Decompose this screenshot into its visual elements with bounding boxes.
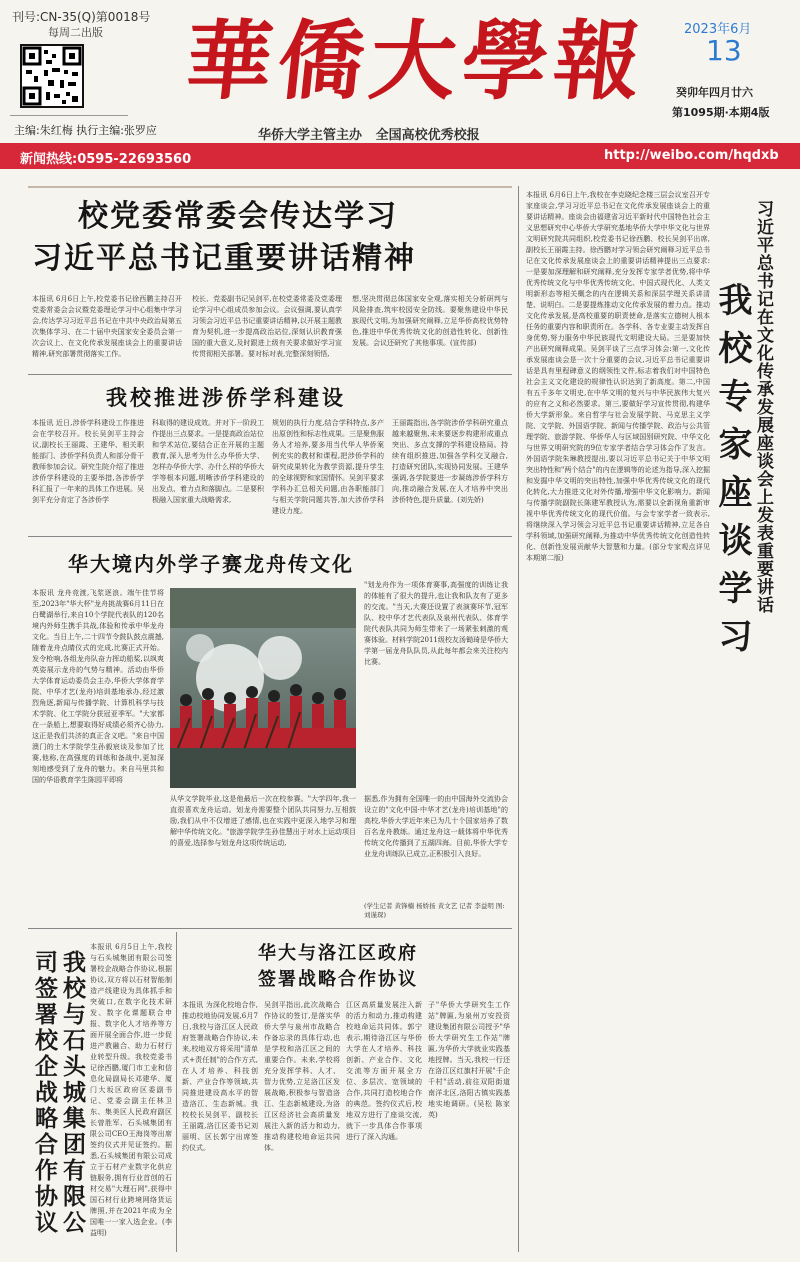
article-1-col-2: 校长、党委副书记吴剑平,在校党委常委及党委理论学习中心组成员参加会议。会议强调,要认真学习领会习近平总书记重要讲话精神,以开展主题教育为契机,进一步提高政治站位,深刻认识教育强国的重大意义,及时跟进上级有关要求做好学习宣传贯彻相关部署。要对标对表,完整深刻领悟, [192,295,342,358]
weibo-link[interactable]: http://weibo.com/hqdxb [604,148,779,163]
edition-note: 每周二出版 [48,26,103,39]
article-5-title: 我校与石头城集团有限公司签署校企战略合作协议 [31,950,85,1236]
news-hotline: 新闻热线:0595-22693560 [20,152,192,167]
dragon-boat-photo [170,588,356,788]
article-1-title-line-1: 校党委常委会传达学习 [78,199,398,234]
top-rule [28,186,512,188]
article-1-title-line-2: 习近平总书记重要讲话精神 [32,241,416,276]
article-culture-symposium [524,188,790,1254]
article-6-title-line-2: 签署战略合作协议 [258,969,418,990]
issue-date: 2023年6月 [684,22,752,37]
article-2-title: 我校推进涉侨学科建设 [106,386,346,410]
article-4-title-line-2: 我校专家座谈学习 [712,282,752,666]
article-4-text: 本报讯 6月6日上午,我校在李克晓纪念楼三层会议室召开专家座谈会,学习习近平总书记在文化传承发展座谈会上的重要讲话精神。座谈会由福建省习近平新时代中国特色社会主义思想研究中心华侨大学研究基地华侨大学中华文化与世界文明研究院共同组织,校党委书记徐西鹏、校长吴剑平出席,副校长王丽霞主持。徐西鹏对学习领会研究阐释习近平总书记在文化传承发展座谈会上的重要讲话精神提出三点要求:一是要加深理解和研究阐释,充分发挥专家学者优势,将中华优秀传统文化与中华优秀传统文化、中国式现代化、人类文明新形态等相关概念的内在逻辑关系和深层学理关系讲清楚、说明白。二是要提炼推动文化传承发展的着力点。推动文化传承发展,是高校重要的职责使命,是落实立德树人根本任务的重要内容和职责所在。各学科、各专业要主动发挥自身优势,努力服务中华民族现代文明建设大局。三是要加快产出研究阐释成果。吴剑平谈了三点学习体会:第一,文化传承发展座谈会是一次十分重要的会议,习近平总书记重要讲话是具有里程碑意义的纲领性文件,标志着我们对中国特色社会主义文化建设的规律性认识达到了新高度。第二,中国有五千多年文明史,在中华文明的复兴与中华民族伟大复兴的应有之义和必然要求。第三,要做好学习宣传贯彻,构建华侨大学新形象。来自哲学与社会发展学院、马克思主义学院、文学院、外国语学院、新闻与传播学院、政治与公共管理学院、旅游学院、华侨华人与区域国别研究院、中华文化与世界文明研究院的9位专家学者结合学习体会作了发言。外国语学院朱琳教授提出,要以习近平总书记关于中华文明突出特性和"两个结合"的内在逻辑等的论述为指导,深入挖掘和发掘中华文明的突出特性,加强中华优秀传统文化的现代化转化,大力推进文化对外传播,增强中华文化影响力。新闻与传播学院副院长陈建军教授认为,需要以全新视角重新审视中华优秀传统文化的现代价值。与会专家学者一致表示,将继续深入学习领会习近平总书记重要讲话精神,立足各自学科领域,加强研究阐释,为推动中华优秀传统文化创造性转化、创新性发展贡献华大智慧和力量。(部分专家观点详见本期第二版) [526,191,710,562]
masthead-divider [10,115,128,116]
issue-day: 13 [706,34,742,67]
article-1-col-3: 想,坚决贯彻总体国家安全观,落实相关分析研判与风险排查,筑牢校园安全防线。要聚焦建设中华民族现代文明,为加强研究阐释,立足华侨高校优势特色,推进中华优秀传统文化的创造性转化、创新性发展。会议还研究了其他事项。(宣传部) [352,295,508,347]
hotline-bar [0,143,800,169]
sponsor-line: 华侨大学主管主办 全国高校优秀校报 [258,128,480,143]
article-dragon-boat [28,538,512,924]
article-2-col-4: 王丽霞指出,各学院涉侨学科研究重点越来越聚焦,未来要逐步构建形成重点突出、多点支撑的学科建设格局。持续有组织推进,加强各学科交叉融合,打造研究团队,实现协同发展。王建华强调,各学院要进一步凝练涉侨学科方向,推动融合发展,在人才培养中突出涉侨特色,提升质量。(刘先娇) [392,419,508,504]
article-6-col-3: 江区高质量发展注入新的活力和动力,推动构建校地命运共同体。郭宁表示,期待洛江区与华侨大学在人才培养、科技创新、产业合作、文化交流等方面开展全方位、多层次、宽领域的合作,共同打造校地合作的典范。签约仪式后,校地双方进行了座谈交流,就下一步具体合作事项进行了深入沟通。 [346,1001,422,1141]
divider-3 [28,928,512,929]
article-2-col-1: 本报讯 近日,涉侨学科建设工作推进会在学校召开。校长吴剑平主持会议,副校长王丽霞、王建华、相关职能部门、涉侨学科负责人和部分骨干教师参加会议。研究生院介绍了推进涉侨学科建设的主要举措,各涉侨学科汇报了一年来的具体工作进展。吴剑平充分肯定了各涉侨学 [32,419,144,504]
lunar-date: 癸卯年四月廿六 [676,86,753,99]
article-3-col-1: 本报讯 龙舟竞渡,飞浆逐浪。端午佳节将至,2023年"华大杯"龙舟挑战赛6月11日在白鹭湖举行,来自10个学院代表队的120名境内外师生携手共战,体验和传承中华龙舟文化。当日上午,二十四节令鼓队鼓点震撼,随着龙舟点睛仪式的完成,比赛正式开始。发令枪响,各组龙舟队奋力挥动船桨,以飒爽英姿展示龙舟的气势与精神。活动由华侨大学体育运动委员会主办,华侨大学体育学院、中华才艺(龙舟)培训基地承办,经过激烈角逐,新闻与传播学院、计算机科学与技术学院、化工学院分获冠亚季军。"大家都在一条船上,想要取得好成绩必须齐心协力,这正是我们共济的真正含义吧。"来自中国澳门的土木学院学生孙毅宸谈及参加了比赛,他称,在高强度的训练和备战中,更加深刻地感受到了龙舟的魅力。来自马里共和国的华语教育学生陈园平即将 [32,589,164,784]
article-6-col-1: 本报讯 为深化校地合作,推动校地协同发展,6月7日,我校与洛江区人民政府签署战略合作协议,未来,校地双方将采用"清单式+责任制"的合作方式,在人才培养、科技创新、产业合作等领域,共同推进建设高水平的智造洛江、生态新城。我校校长吴剑平、副校长王丽霞,洛江区委书记刘丽明、区长郭宁出席签约仪式。 [182,1001,258,1152]
divider-2 [28,536,512,537]
article-party-committee [28,190,512,370]
article-stone-city [28,930,172,1254]
article-5-text: 本报讯 6月5日上午,我校与石头城集团有限公司签署校企战略合作协议,根据协议,双方将以石材智能制造产线建设为具体抓手和突破口,在数字化技术研发、数字化课题联合申报、数字化人才培养等方面开展全面合作,进一步促进产教融合、助力石材行业转型升级。我校党委书记徐西鹏,厦门市工业和信息化局副局长邓建华、厦门大坂区政府区委副书记、党委会副主任林卫东、集美区人民政府副区长曾胜军、石头城集团有限公司CEO王海岗等出席签约仪式并见证签约。据悉,石头城集团有限公司成立于石材产业数字化供应链服务,拥有行业首创的石材交易"大理石网",获得中国石材行业跨境网络货运牌照,并在2021年成为全国唯一一家入选企业。(李益明) [90,943,172,1237]
right-column-divider [518,186,519,1252]
article-3-col-3: "划龙舟作为一项体育赛事,高强度的训练让我的体能有了很大的提升,也让我和队友有了更多的交流。"当天,大赛还设置了表演赛环节,冠军队、校中华才艺代表队及泉州代表队、体育学院代表队共同为师生带来了一场紧张刺激的观赛体验。材料学院2011级校友汤锄琦是华侨大学第一届龙舟队队员,从此每年都会来关注校内比赛。 [364,581,508,666]
article-6-col-2: 吴剑平指出,此次战略合作协议的签订,是落实华侨大学与泉州市战略合作备忘录的具体行动,也是学校和洛江区之间的重要合作。未来,学校将充分发挥学科、人才、智力优势,立足洛江区发展战略,积极参与智造洛江、生态新城建设,为洛江区经济社会高质量发展注入新的活力和动力,推动构建校地命运共同体。 [264,1001,340,1152]
article-6-title-line-1: 华大与洛江区政府 [258,943,418,964]
masthead [0,0,800,172]
divider-4 [176,932,177,1252]
editor-line: 主编:朱红梅 执行主编:张罗应 [14,124,157,137]
qr-code [20,44,84,108]
article-4-title-line-1: 习近平总书记在文化传承发展座谈会上发表重要讲话 [753,200,773,614]
article-overseas-discipline [28,376,512,534]
divider-1 [28,374,512,375]
article-1-col-1: 本报讯 6月6日上午,校党委书记徐西鹏主持召开党委常委会会议暨党委理论学习中心组集中学习会,传达学习习近平总书记在中共中央政治局第五次集体学习、在二十届中央国家安全委员会第一次会议上、在文化传承发展座谈会上的重要讲话精神,研究部署贯彻落实工作。 [32,295,182,358]
article-2-col-2: 科取得的建设成效。并对下一阶段工作提出三点要求。一是提高政治站位和学术站位,要结合正在开展的主题教育,深入思考为什么办华侨大学、怎样办华侨大学、办什么样的华侨大学等根本问题,明晰涉侨学科建设的出发点、着力点和落脚点。二是要积极融入国家重大战略需求, [152,419,264,504]
publication-number: 刊号:CN-35(Q)第0018号 [12,10,151,24]
article-4-text-continued [526,774,788,1250]
article-luojiang [180,930,514,1254]
article-6-col-4: 子"华侨大学研究生工作站"牌匾,为泉州万安投资建设集团有限公司授予"华侨大学研究生工作站"牌匾,为华侨大学就业实践基地授牌。当天,我校一行还在洛江区红旗村开展"千企千村"活动,前往双阳街道南洋北区,洛阳古镇实践基地实地调研。(吴松 陈家英) [428,1001,510,1119]
article-3-col-4: 据悉,作为拥有全国唯一的由中国海外交流协会设立的"文化中国·中华才艺(龙舟)培训基地"的高校,华侨大学近年来已为几十个国家培养了数百名龙舟教练。通过龙舟这一载体将中华优秀传统文化传播到了五湖四海。目前,华侨大学专业龙舟训练队已成立,正积极引入良好。 [364,795,508,858]
article-3-title: 华大境内外学子赛龙舟传文化 [68,552,354,576]
article-3-credit: (学生记者 黄锋楠 杨娇扬 黄文艺 记者 李益明 图:刘谨琛) [364,902,505,919]
article-2-col-3: 规划的执行力度,结合学科特点,多产出原创性和标志性成果。三是聚焦服务人才培养,要多用当代华人华侨案例充实的教材和课程,把涉侨学科的研究成果转化为教学资源,提升学生的全球视野和家国情怀。吴剑平要求学科办汇总相关问题,由各职能部门与相关学院同题共答,加大涉侨学科建设力度。 [272,419,384,515]
issue-number: 第1095期·本期4版 [672,106,770,119]
newspaper-logo: 華僑大學報 [180,11,652,112]
article-3-col-2: 从华文学院毕业,这是他最后一次在校参赛。"大学四年,我一直很喜欢龙舟运动。划龙舟需要整个团队共同努力,互相鼓励,我们从中不仅增进了感情,也在实践中更深入地学习和理解中华传统文化。"旅游学院学生孙佳慧出于对水上运动项目的喜爱,选择参与划龙舟这项传统运动, [170,795,356,847]
